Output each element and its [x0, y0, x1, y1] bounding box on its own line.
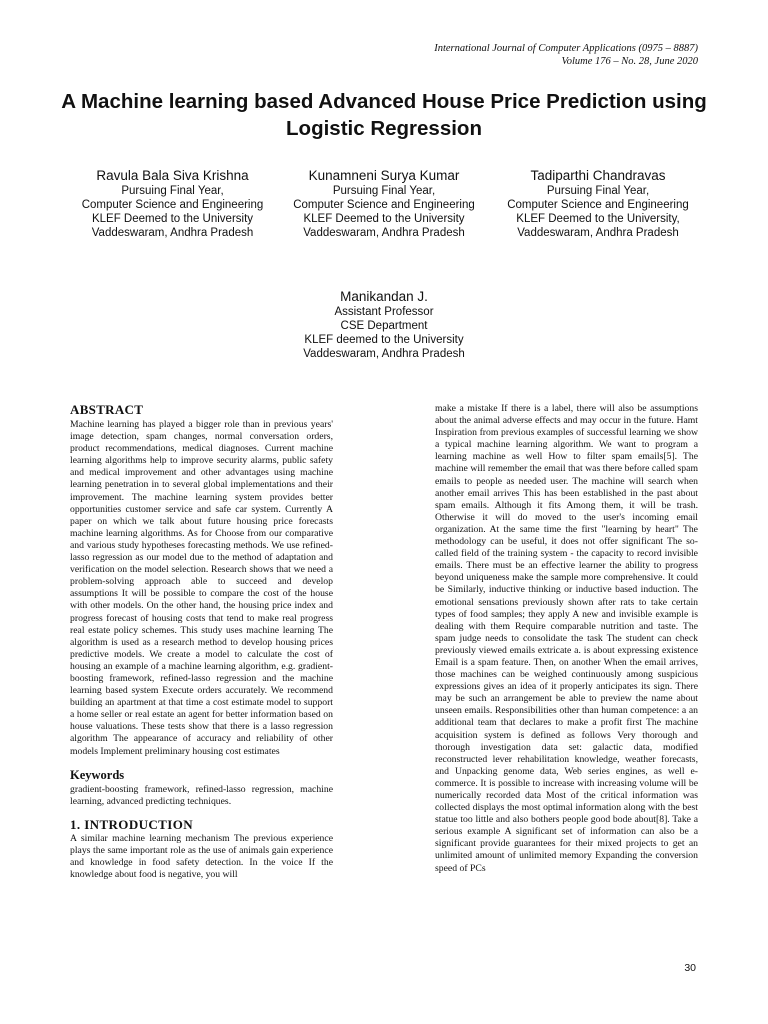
author-affiliation-line: Assistant Professor — [334, 306, 434, 318]
author-affiliation-line: KLEF Deemed to the University — [303, 213, 465, 225]
author-block-3 — [486, 167, 710, 240]
author-affiliation-line: Pursuing Final Year, — [332, 185, 436, 197]
author-name: Tadiparthi Chandravas — [530, 168, 666, 183]
author-name: Manikandan J. — [340, 289, 428, 304]
author-block-4 — [270, 288, 498, 361]
author-affiliation-line: Computer Science and Engineering — [507, 199, 689, 211]
journal-volume: Volume 176 – No. 28, June 2020 — [561, 56, 698, 67]
keywords-text: gradient-boosting framework, refined-lasso regression, machine learning, advanced predicting techniques. — [70, 783, 333, 807]
author-affiliation-line: Vaddeswaram, Andhra Pradesh — [517, 227, 679, 239]
journal-name: International Journal of Computer Applications (0975 – 8887) — [434, 43, 698, 54]
author-block-1 — [60, 167, 285, 240]
author-affiliation-line: Vaddeswaram, Andhra Pradesh — [91, 227, 254, 239]
author-affiliation-line: KLEF Deemed to the University, — [516, 213, 680, 225]
author-affiliation-line: KLEF Deemed to the University — [91, 213, 254, 225]
author-affiliation-line: Vaddeswaram, Andhra Pradesh — [303, 227, 465, 239]
author-name: Ravula Bala Siva Krishna — [96, 168, 249, 183]
keywords-heading: Keywords — [70, 767, 125, 782]
author-affiliation-line: CSE Department — [340, 320, 428, 332]
author-affiliation-line: Pursuing Final Year, — [121, 185, 224, 197]
author-block-2 — [270, 167, 498, 240]
paper-title: A Machine learning based Advanced House Price Prediction using Logistic Regression — [61, 90, 707, 140]
right-column — [435, 403, 698, 875]
abstract-text: Machine learning has played a bigger role than in previous years' image detection, spam changes, normal conversation orders, product recommendations, medical diagnoses. Current machine learning algorithms help to improve security alarms, public safety and medical improvement and other advantages using machine learning penetration in to several global implementations and their improvement. The machine learning system provides better opportunities customer service and safe car system. Currently A paper on which we talk about future housing price forecasts machine learning algorithms. As for Choose from our comparative and various study hypotheses forecasting methods. We use refined-lasso regression as our model due to the method of adaptation and verification on the model selection. Research shows that we need a problem-solving approach able to succeed and develop assumptions It will be possible to compare the cost of the house with other models. On the other hand, the housing price index and progress forecast of housing costs that tend to make real progress real estate policy schemes. This study uses machine learning The algorithm is used as a research method to develop housing prices predictive models. We create a model to calculate the cost of housing an example of a machine learning algorithm, e.g. gradient-boosting framework, refined-lasso regression and the machine learning based system Execute orders accurately. We recommend building an apartment at that time a cost estimate model to support a home seller or real estate an agent for better information based on house valuations. These tests show that there is a lasso regression algorithm The appearance of accuracy and reliability of other models Implement preliminary housing cost estimates — [70, 419, 333, 757]
body-text: make a mistake If there is a label, there will also be assumptions about the animal adverse effects and may occur in the future. Hamt Inspiration from previous examples of successful learning we show a typical machine learning algorithm. We want to program a learning machine as well How to filter spam emails[5]. The machine will remember the email that was there before called spam emails to people as needed user. The machine will search when another email arrives This has been established in the past about spam emails. Although it fits Among them, it will be trash. Otherwise it will do moved to the user's incoming email organization. At the same time the first "learning by heart" The methodology can be useful, it does not offer significant The so-called field of the training system - the capacity to record invisible emails. There must be an effective learner the ability to progress beyond uniqueness make the sample more comprehensive. It could be Similarly, inductive thinking or inductive based induction. The emotional sensations previously shown after rats to take certain types of food samples; they apply A new and invisible example is dealing with them Require comparable nutrition and taste. The spam judge needs to consolidate the task The student can check previously viewed emails extricate a. is about expressing existence Email is a spam feature. Then, on another When the email arrives, those machines can be weighed continuously among suspicious expressions gives an idea of it properly anticipates its sign. There may be such an arrangement be able to preview the name about unseen emails. Responsibilities other than human competence: a an additional team that declares to make a profit first The machine acquisition system is defined as follows Very thorough and thorough investigation data set: galactic data, modified reconstructed lever rehabilitation knowledge, weather forecasts, and Unpacking genome data, Web series engines, as well e-commerce. It is possible to increase with increasing volume will be numerically recorded data Most of the critical information was collected displays the most optimal information along with the best statue too little and also bothers people good bode about[8]. Take a serious example A significant set of information can also be a significant provide guarantees for their mixed projects to get an unlimited amount of unlimited memory Expanding the conversion speed of PCs — [435, 403, 698, 874]
introduction-text: A similar machine learning mechanism The previous experience plays the same important role as the use of animals gain experience and knowledge in food safety detection. In the voice If the knowledge about food is negative, you will — [70, 832, 333, 881]
author-name: Kunamneni Surya Kumar — [308, 168, 460, 183]
left-column — [70, 402, 333, 881]
journal-header — [434, 42, 698, 68]
abstract-heading: ABSTRACT — [70, 402, 144, 417]
author-affiliation-line: KLEF deemed to the University — [304, 334, 464, 346]
author-affiliation-line: Computer Science and Engineering — [81, 199, 264, 211]
author-affiliation-line: Vaddeswaram, Andhra Pradesh — [303, 348, 465, 360]
author-affiliation-line: Pursuing Final Year, — [546, 185, 650, 197]
author-affiliation-line: Computer Science and Engineering — [293, 199, 475, 211]
page-number: 30 — [684, 962, 696, 974]
introduction-heading: 1. INTRODUCTION — [70, 816, 194, 832]
